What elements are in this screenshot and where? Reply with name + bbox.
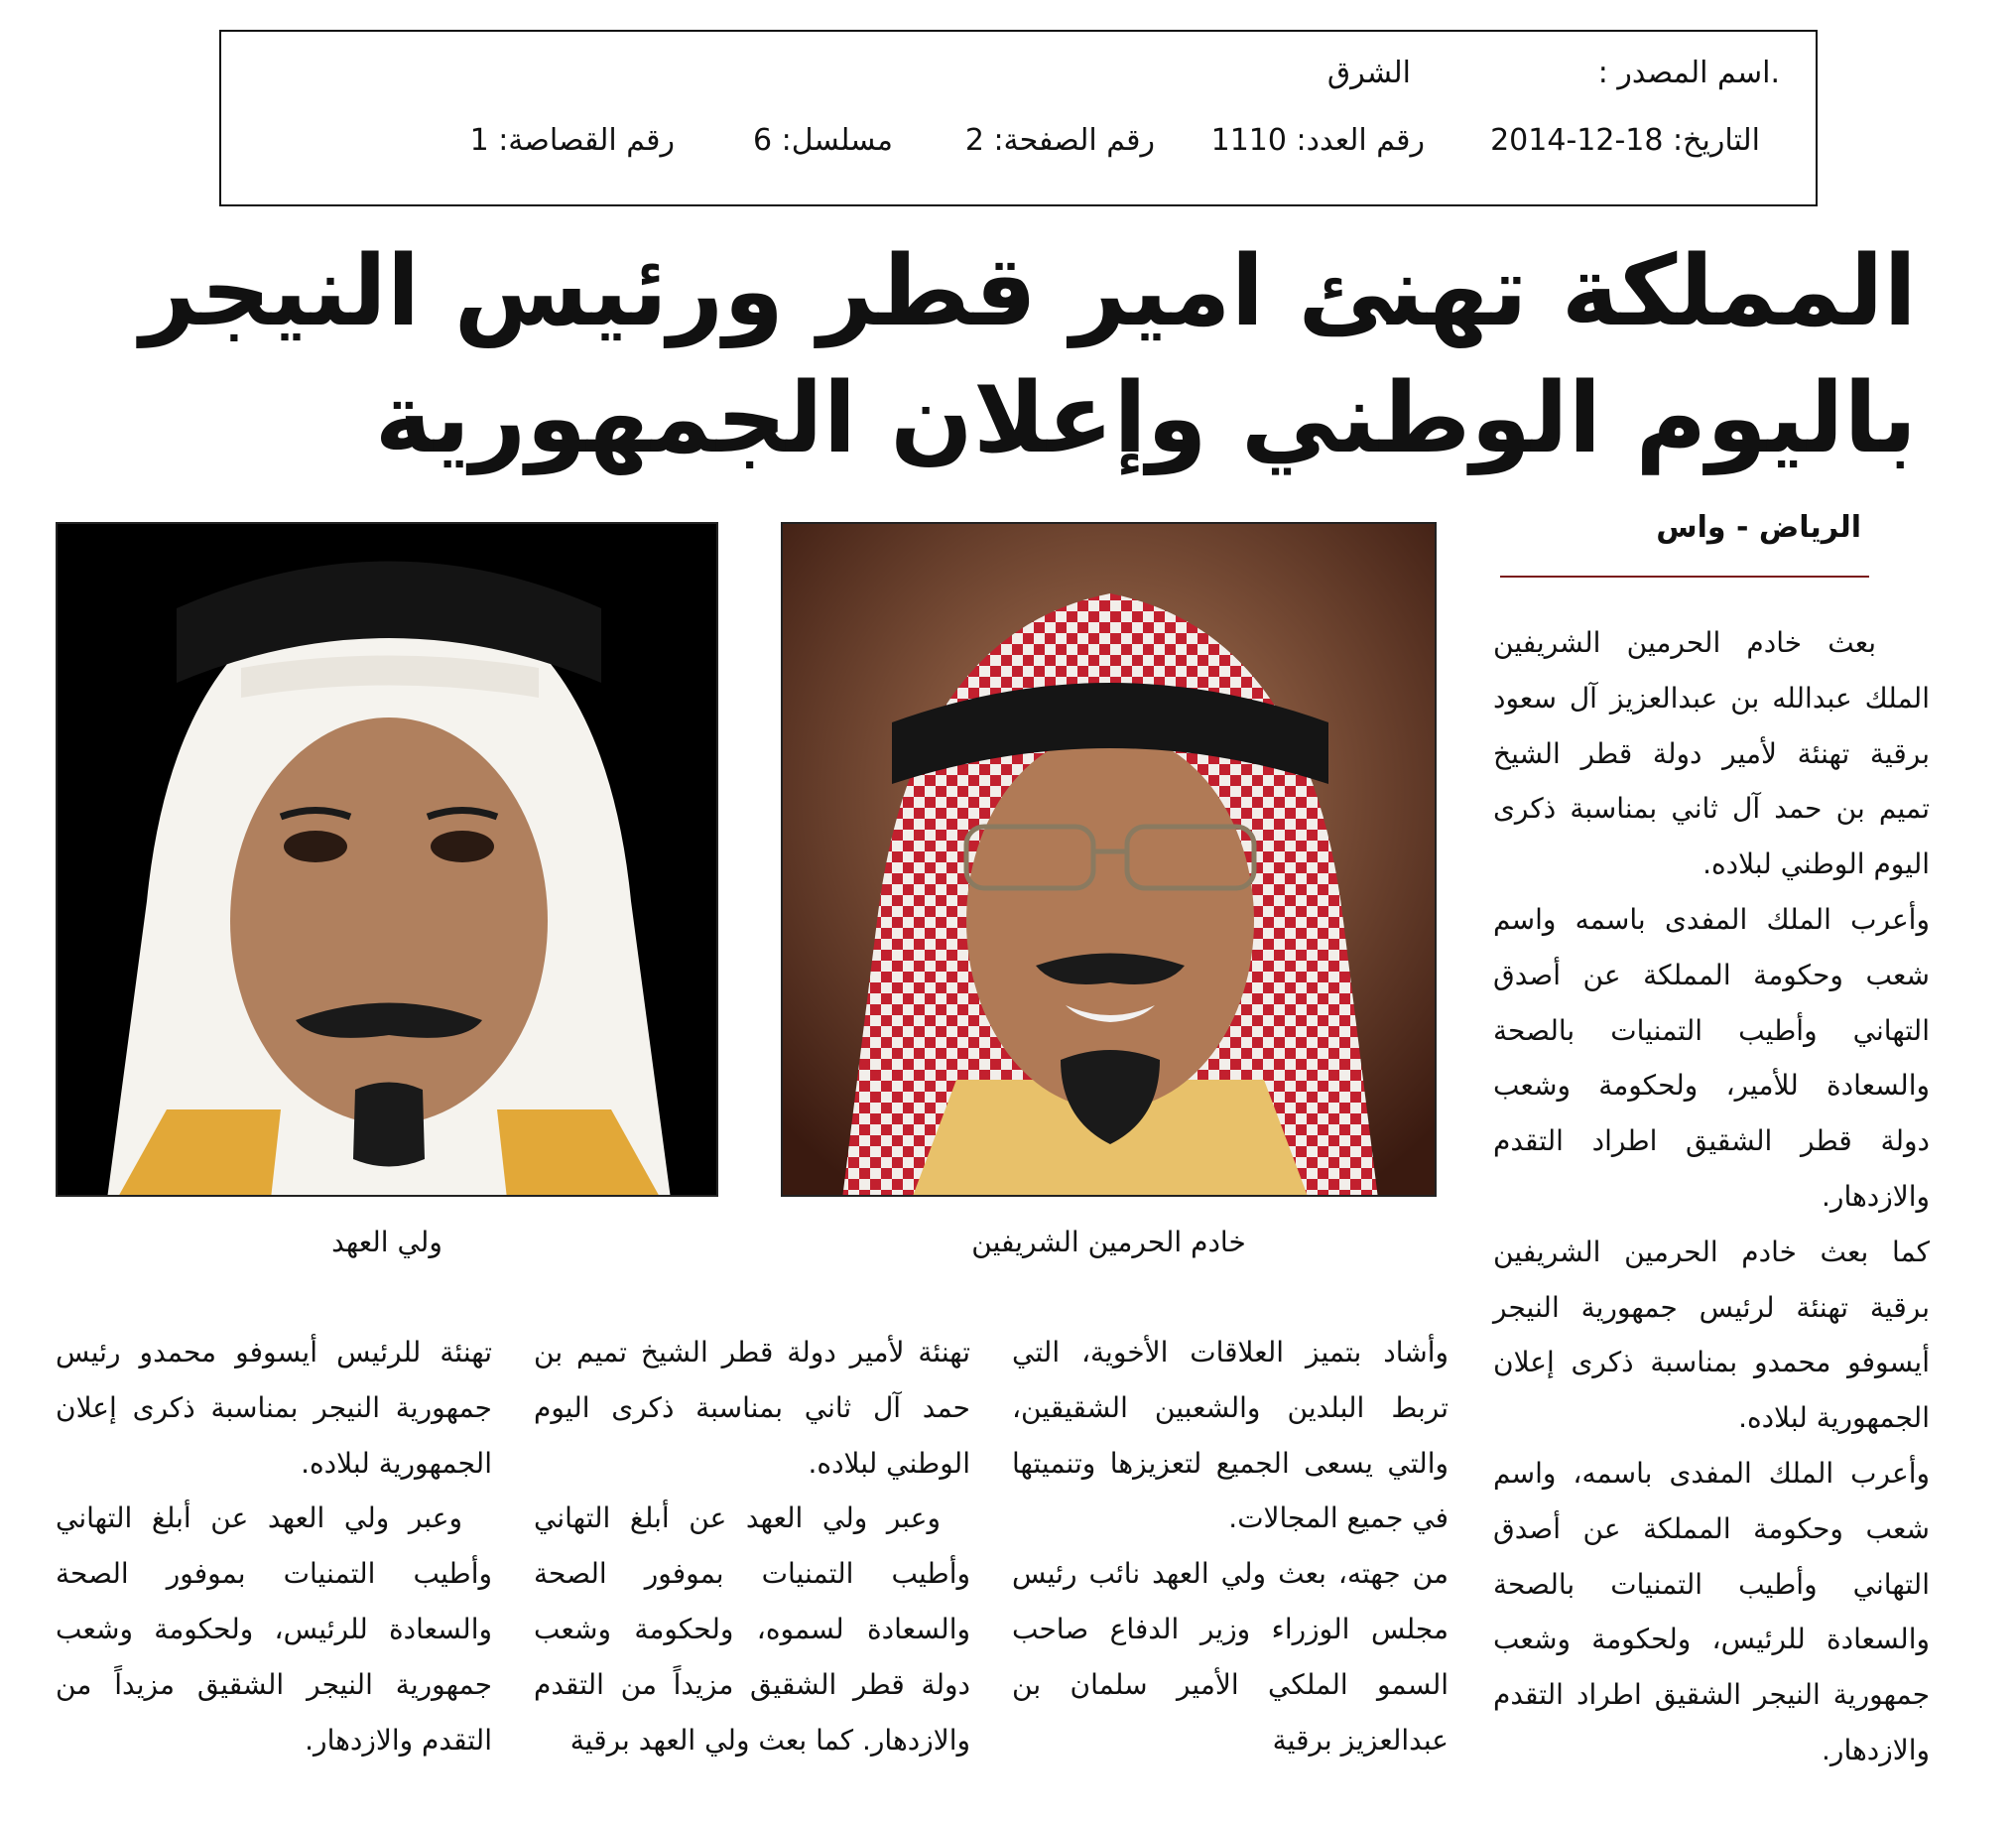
caption-crown-prince: ولي العهد [331,1226,442,1258]
column-2-paragraph-2: من جهته، بعث ولي العهد نائب رئيس مجلس الوزراء وزير الدفاع صاحب السمو الملكي الأمير سلمان بن عبدالعزيز برقية [1012,1557,1449,1757]
dateline: الرياض - واس [1656,510,1861,545]
column-1-paragraph-1: بعث خادم الحرمين الشريفين الملك عبدالله بن عبدالعزيز آل سعود برقية تهنئة لأمير دولة قطر الشيخ تميم بن حمد آل ثاني بمناسبة ذكرى اليوم الوطني لبلاده. [1493,626,1930,881]
page-number: رقم الصفحة: 2 [964,123,1155,158]
caption-king: خادم الحرمين الشريفين [971,1226,1246,1258]
article-column-1 [1493,615,1930,1766]
column-1-paragraph-3: كما بعث خادم الحرمين الشريفين برقية تهنئة لرئيس جمهورية النيجر أيسوفو محمدو بمناسبة ذكرى إعلان الجمهورية لبلاده. [1493,1235,1930,1435]
column-2-paragraph-1: وأشاد بتميز العلاقات الأخوية، التي تربط البلدين والشعبين الشقيقين، والتي يسعى الجميع لتعزيزها وتنميتها في جميع المجالات. [1012,1336,1449,1535]
clipping-number: رقم القصاصة: 1 [469,123,675,158]
source-info-box [219,30,1818,206]
article-headline [140,228,1917,482]
article-column-3 [534,1325,970,1761]
photo-crown-prince [56,522,718,1197]
source-label: .اسم المصدر : [1597,56,1780,90]
article-column-4 [56,1325,492,1761]
crown-prince-portrait-icon [58,524,718,1197]
dateline-rule [1500,576,1869,578]
king-portrait-icon [783,524,1437,1197]
headline-line-1: المملكة تهنئ امير قطر ورئيس النيجر [140,235,1917,348]
column-1-paragraph-4: وأعرب الملك المفدى باسمه، واسم شعب وحكومة المملكة عن أصدق التهاني وأطيب التمنيات بالصحة والسعادة للرئيس، ولحكومة وشعب جمهورية النيجر الشقيق اطراد التقدم والازدهار. [1493,1456,1930,1766]
column-3-paragraph-1: تهنئة لأمير دولة قطر الشيخ تميم بن حمد آل ثاني بمناسبة ذكرى اليوم الوطني لبلاده. [534,1336,970,1480]
photo-king [781,522,1437,1197]
publication-date: التاريخ: 18-12-2014 [1490,123,1760,158]
column-1-paragraph-2: وأعرب الملك المفدى باسمه واسم شعب وحكومة المملكة عن أصدق التهاني وأطيب التمنيات بالصحة والسعادة للأمير، ولحكومة وشعب دولة قطر الشقيق اطراد التقدم والازدهار. [1493,902,1930,1213]
serial-number: مسلسل: 6 [753,123,893,158]
source-name: الشرق [1326,56,1411,90]
column-3-paragraph-2: وعبر ولي العهد عن أبلغ التهاني وأطيب التمنيات بموفور الصحة والسعادة لسموه، ولحكومة وشعب دولة قطر الشقيق مزيداً من التقدم والازدهار. كما بعث ولي العهد برقية [534,1501,970,1757]
column-4-paragraph-2: وعبر ولي العهد عن أبلغ التهاني وأطيب التمنيات بموفور الصحة والسعادة للرئيس، ولحكومة وشعب جمهورية النيجر الشقيق مزيداً من التقدم والازدهار. [56,1501,492,1757]
headline-line-2: باليوم الوطني وإعلان الجمهورية [374,362,1917,475]
issue-number: رقم العدد: 1110 [1210,123,1425,158]
column-4-paragraph-1: تهنئة للرئيس أيسوفو محمدو رئيس جمهورية النيجر بمناسبة ذكرى إعلان الجمهورية لبلاده. [56,1336,492,1480]
article-column-2 [1012,1325,1449,1761]
